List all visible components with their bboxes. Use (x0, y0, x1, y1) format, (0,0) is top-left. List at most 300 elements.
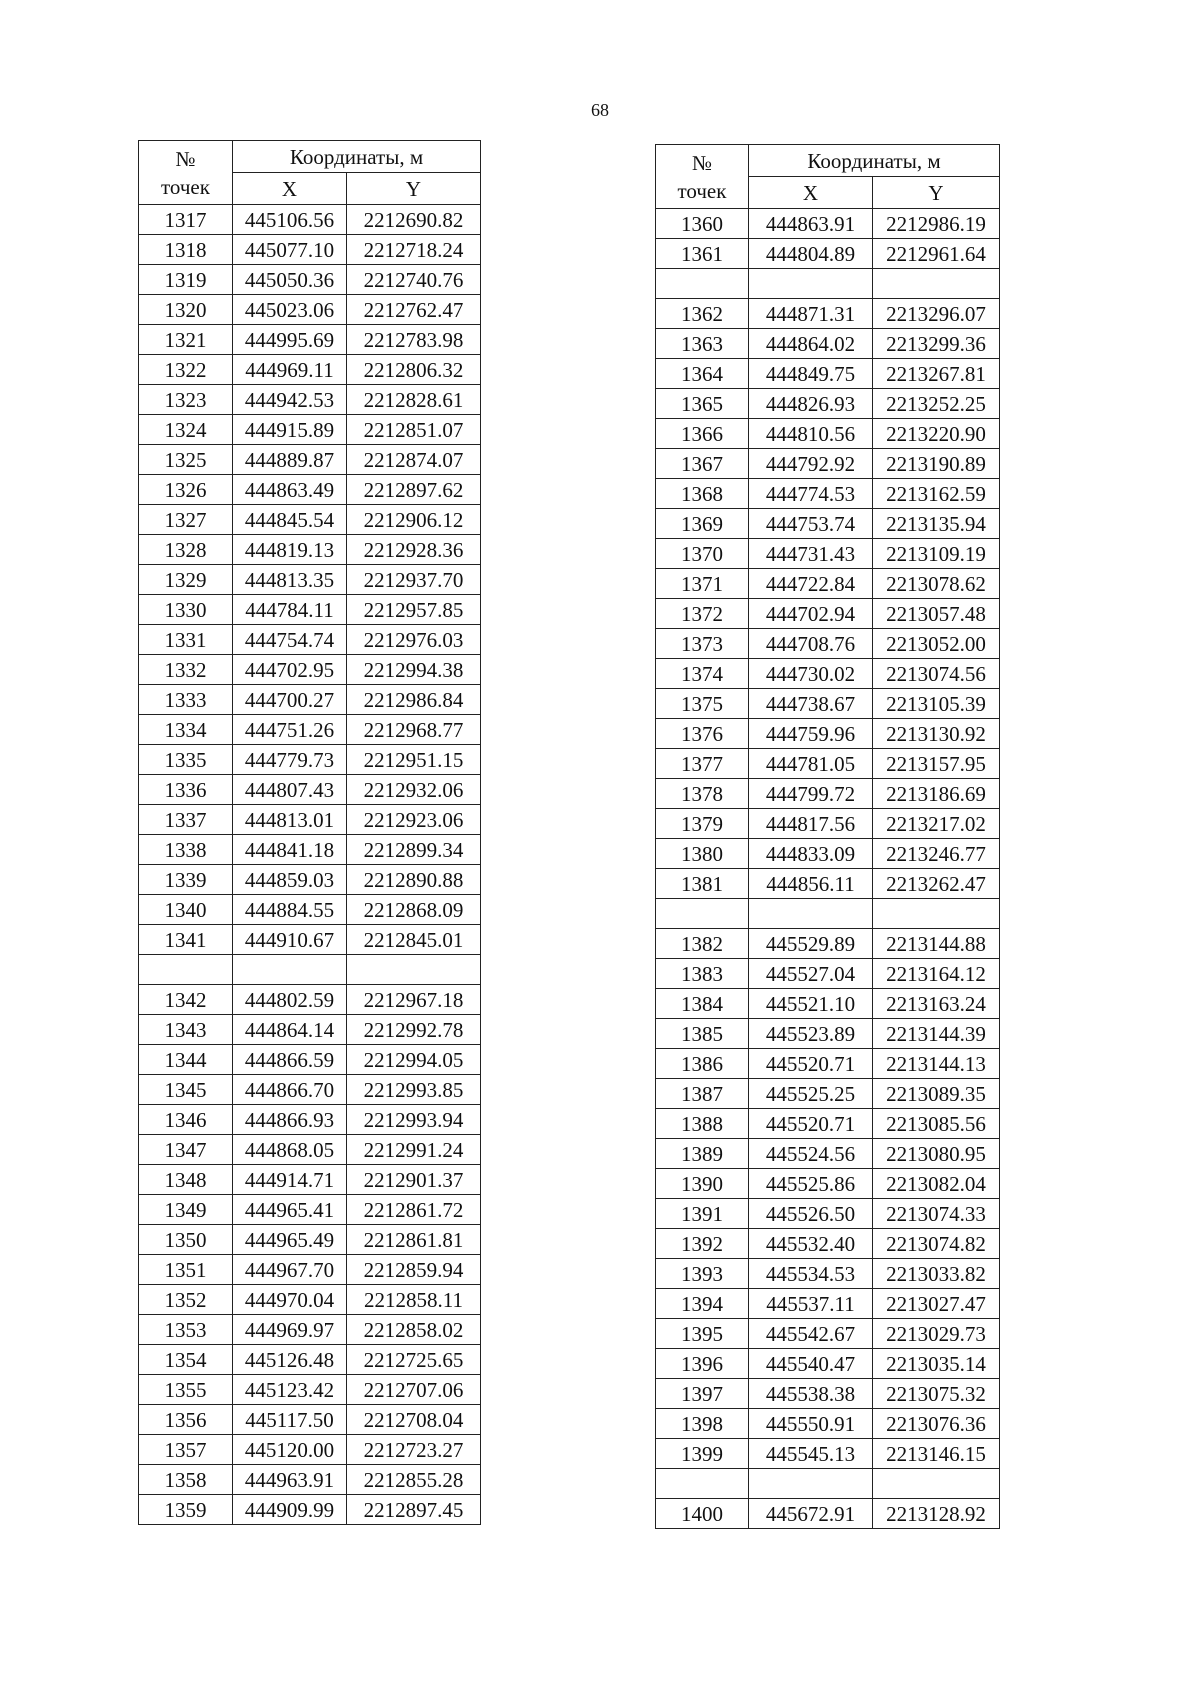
table-row (656, 1229, 1000, 1259)
y-coordinate-cell (873, 899, 1000, 929)
x-coordinate-cell: 445117.50 (233, 1405, 347, 1435)
y-coordinate-cell: 2213162.59 (873, 479, 1000, 509)
x-coordinate-cell: 444863.49 (233, 475, 347, 505)
table-row (139, 955, 481, 985)
x-coordinate-cell: 444730.02 (749, 659, 873, 689)
x-coordinate-cell: 444708.76 (749, 629, 873, 659)
point-number-cell: 1342 (139, 985, 233, 1015)
point-number-cell: 1346 (139, 1105, 233, 1135)
point-number-cell: 1317 (139, 205, 233, 235)
point-number-cell: 1322 (139, 355, 233, 385)
point-number-header-line1: № (175, 146, 196, 171)
y-coordinate-cell: 2212992.78 (347, 1015, 481, 1045)
x-coordinate-cell: 445524.56 (749, 1139, 873, 1169)
x-coordinate-cell: 444702.95 (233, 655, 347, 685)
point-number-cell: 1329 (139, 565, 233, 595)
x-header: X (233, 173, 347, 205)
y-coordinate-cell: 2213128.92 (873, 1499, 1000, 1529)
x-coordinate-cell: 444792.92 (749, 449, 873, 479)
table-row (139, 1375, 481, 1405)
table-row (139, 1165, 481, 1195)
table-row (139, 205, 481, 235)
y-coordinate-cell: 2212906.12 (347, 505, 481, 535)
point-number-cell: 1351 (139, 1255, 233, 1285)
y-coordinate-cell: 2212861.81 (347, 1225, 481, 1255)
y-coordinate-cell: 2213262.47 (873, 869, 1000, 899)
table-row (656, 1319, 1000, 1349)
point-number-cell: 1368 (656, 479, 749, 509)
y-coordinate-cell: 2213144.88 (873, 929, 1000, 959)
y-coordinate-cell: 2212740.76 (347, 265, 481, 295)
x-coordinate-cell: 445527.04 (749, 959, 873, 989)
x-coordinate-cell: 444841.18 (233, 835, 347, 865)
table-row (656, 959, 1000, 989)
table-row (139, 1135, 481, 1165)
y-coordinate-cell: 2212991.24 (347, 1135, 481, 1165)
y-coordinate-cell: 2213057.48 (873, 599, 1000, 629)
table-row (139, 355, 481, 385)
x-coordinate-cell: 444751.26 (233, 715, 347, 745)
x-coordinate-cell: 444781.05 (749, 749, 873, 779)
point-number-cell: 1355 (139, 1375, 233, 1405)
x-coordinate-cell: 445106.56 (233, 205, 347, 235)
x-coordinate-cell: 445529.89 (749, 929, 873, 959)
x-coordinate-cell: 445537.11 (749, 1289, 873, 1319)
y-coordinate-cell: 2212994.38 (347, 655, 481, 685)
table-row (656, 419, 1000, 449)
y-coordinate-cell: 2212723.27 (347, 1435, 481, 1465)
table-row (139, 415, 481, 445)
x-coordinate-cell: 444807.43 (233, 775, 347, 805)
x-coordinate-cell: 444845.54 (233, 505, 347, 535)
x-coordinate-cell: 445525.25 (749, 1079, 873, 1109)
table-row (656, 1079, 1000, 1109)
y-header: Y (347, 173, 481, 205)
y-coordinate-cell: 2212993.94 (347, 1105, 481, 1135)
point-number-cell: 1361 (656, 239, 749, 269)
x-coordinate-cell: 445525.86 (749, 1169, 873, 1199)
y-coordinate-cell: 2212993.85 (347, 1075, 481, 1105)
table-row (656, 899, 1000, 929)
table-row (656, 509, 1000, 539)
table-row (656, 299, 1000, 329)
page-number: 68 (591, 100, 609, 120)
table-row (139, 1315, 481, 1345)
point-number-cell: 1393 (656, 1259, 749, 1289)
x-coordinate-cell: 444702.94 (749, 599, 873, 629)
x-coordinate-cell: 444969.11 (233, 355, 347, 385)
x-coordinate-cell: 444722.84 (749, 569, 873, 599)
point-number-cell: 1350 (139, 1225, 233, 1255)
point-number-cell: 1352 (139, 1285, 233, 1315)
x-coordinate-cell: 445077.10 (233, 235, 347, 265)
point-number-header (656, 145, 749, 209)
x-coordinate-cell: 444866.70 (233, 1075, 347, 1105)
y-header: Y (873, 177, 1000, 209)
x-coordinate-cell: 444909.99 (233, 1495, 347, 1525)
x-coordinate-cell: 444774.53 (749, 479, 873, 509)
table-row (656, 389, 1000, 419)
x-coordinate-cell: 445526.50 (749, 1199, 873, 1229)
x-coordinate-cell: 445545.13 (749, 1439, 873, 1469)
y-coordinate-cell: 2212858.02 (347, 1315, 481, 1345)
table-row (139, 385, 481, 415)
point-number-cell: 1324 (139, 415, 233, 445)
table-row (656, 869, 1000, 899)
y-coordinate-cell: 2213146.15 (873, 1439, 1000, 1469)
point-number-cell: 1365 (656, 389, 749, 419)
x-coordinate-cell: 444833.09 (749, 839, 873, 869)
point-number-cell: 1371 (656, 569, 749, 599)
x-coordinate-cell: 444856.11 (749, 869, 873, 899)
x-coordinate-cell: 444700.27 (233, 685, 347, 715)
table-row (139, 1495, 481, 1525)
y-coordinate-cell: 2213296.07 (873, 299, 1000, 329)
point-number-cell: 1339 (139, 865, 233, 895)
point-number-cell: 1331 (139, 625, 233, 655)
y-coordinate-cell (873, 1469, 1000, 1499)
point-number-header-line2: точек (677, 178, 727, 203)
table-row (656, 1049, 1000, 1079)
x-coordinate-cell (749, 899, 873, 929)
y-coordinate-cell: 2212937.70 (347, 565, 481, 595)
point-number-cell: 1327 (139, 505, 233, 535)
y-coordinate-cell: 2212690.82 (347, 205, 481, 235)
point-number-cell: 1347 (139, 1135, 233, 1165)
x-coordinate-cell: 445520.71 (749, 1049, 873, 1079)
x-coordinate-cell: 444969.97 (233, 1315, 347, 1345)
x-coordinate-cell: 445542.67 (749, 1319, 873, 1349)
table-row (656, 1499, 1000, 1529)
table-row (139, 715, 481, 745)
x-coordinate-cell: 444784.11 (233, 595, 347, 625)
x-coordinate-cell: 444754.74 (233, 625, 347, 655)
x-coordinate-cell: 445023.06 (233, 295, 347, 325)
point-number-cell: 1345 (139, 1075, 233, 1105)
point-number-cell: 1356 (139, 1405, 233, 1435)
table-row (139, 895, 481, 925)
point-number-cell: 1349 (139, 1195, 233, 1225)
table-row (656, 269, 1000, 299)
table-row (656, 989, 1000, 1019)
table-row (139, 475, 481, 505)
x-coordinate-cell: 445123.42 (233, 1375, 347, 1405)
table-row (656, 1469, 1000, 1499)
point-number-cell: 1328 (139, 535, 233, 565)
table-row (139, 805, 481, 835)
table-row (139, 505, 481, 535)
y-coordinate-cell: 2213105.39 (873, 689, 1000, 719)
y-coordinate-cell: 2212986.84 (347, 685, 481, 715)
y-coordinate-cell: 2212901.37 (347, 1165, 481, 1195)
y-coordinate-cell: 2213164.12 (873, 959, 1000, 989)
table-row (139, 265, 481, 295)
y-coordinate-cell: 2213052.00 (873, 629, 1000, 659)
point-number-cell: 1360 (656, 209, 749, 239)
y-coordinate-cell (873, 269, 1000, 299)
table-row (139, 235, 481, 265)
table-row (139, 1105, 481, 1135)
x-coordinate-cell: 444731.43 (749, 539, 873, 569)
table-row (656, 1379, 1000, 1409)
x-coordinate-cell (749, 269, 873, 299)
table-row (656, 659, 1000, 689)
x-coordinate-cell: 444753.74 (749, 509, 873, 539)
x-coordinate-cell: 444871.31 (749, 299, 873, 329)
point-number-cell: 1376 (656, 719, 749, 749)
x-coordinate-cell: 444915.89 (233, 415, 347, 445)
y-coordinate-cell: 2213074.56 (873, 659, 1000, 689)
table-row (139, 1195, 481, 1225)
point-number-cell: 1374 (656, 659, 749, 689)
table-row (139, 655, 481, 685)
x-coordinate-cell: 444965.41 (233, 1195, 347, 1225)
x-coordinate-cell: 444866.59 (233, 1045, 347, 1075)
y-coordinate-cell: 2212718.24 (347, 235, 481, 265)
y-coordinate-cell: 2212855.28 (347, 1465, 481, 1495)
y-coordinate-cell: 2212868.09 (347, 895, 481, 925)
table-row (139, 1345, 481, 1375)
y-coordinate-cell: 2212725.65 (347, 1345, 481, 1375)
table-header (656, 145, 1000, 209)
point-number-cell (139, 955, 233, 985)
table-row (139, 835, 481, 865)
x-coordinate-cell: 444910.67 (233, 925, 347, 955)
x-coordinate-cell: 444863.91 (749, 209, 873, 239)
table-row (139, 1255, 481, 1285)
table-row (656, 779, 1000, 809)
table-row (656, 1349, 1000, 1379)
x-coordinate-cell: 444810.56 (749, 419, 873, 449)
x-coordinate-cell: 444802.59 (233, 985, 347, 1015)
y-coordinate-cell: 2213080.95 (873, 1139, 1000, 1169)
y-coordinate-cell: 2213144.39 (873, 1019, 1000, 1049)
y-coordinate-cell: 2213033.82 (873, 1259, 1000, 1289)
y-coordinate-cell: 2213220.90 (873, 419, 1000, 449)
x-coordinate-cell: 444970.04 (233, 1285, 347, 1315)
table-row (139, 745, 481, 775)
x-coordinate-cell: 445050.36 (233, 265, 347, 295)
table-row (656, 1019, 1000, 1049)
point-number-cell: 1375 (656, 689, 749, 719)
table-body (139, 205, 481, 1525)
y-coordinate-cell: 2213027.47 (873, 1289, 1000, 1319)
x-coordinate-cell: 444779.73 (233, 745, 347, 775)
point-number-cell: 1389 (656, 1139, 749, 1169)
coordinates-header: Координаты, м (749, 145, 1000, 177)
x-coordinate-cell: 444813.01 (233, 805, 347, 835)
table-row (656, 239, 1000, 269)
y-coordinate-cell: 2212874.07 (347, 445, 481, 475)
table-row (656, 1169, 1000, 1199)
x-coordinate-cell: 444817.56 (749, 809, 873, 839)
point-number-cell: 1334 (139, 715, 233, 745)
y-coordinate-cell: 2213074.82 (873, 1229, 1000, 1259)
y-coordinate-cell: 2212762.47 (347, 295, 481, 325)
table-row (139, 535, 481, 565)
point-number-cell: 1325 (139, 445, 233, 475)
point-number-cell: 1318 (139, 235, 233, 265)
point-number-cell: 1363 (656, 329, 749, 359)
x-coordinate-cell: 444864.14 (233, 1015, 347, 1045)
x-coordinate-cell: 445538.38 (749, 1379, 873, 1409)
y-coordinate-cell: 2212961.64 (873, 239, 1000, 269)
point-number-cell: 1321 (139, 325, 233, 355)
point-number-cell: 1367 (656, 449, 749, 479)
point-number-cell: 1341 (139, 925, 233, 955)
x-coordinate-cell: 444868.05 (233, 1135, 347, 1165)
x-coordinate-cell: 444914.71 (233, 1165, 347, 1195)
table-header (139, 141, 481, 205)
x-coordinate-cell: 445550.91 (749, 1409, 873, 1439)
table-row (139, 1465, 481, 1495)
y-coordinate-cell: 2213186.69 (873, 779, 1000, 809)
table-row (656, 449, 1000, 479)
table-row (656, 629, 1000, 659)
point-number-cell: 1326 (139, 475, 233, 505)
y-coordinate-cell: 2213267.81 (873, 359, 1000, 389)
x-coordinate-cell: 445521.10 (749, 989, 873, 1019)
table-row (656, 1259, 1000, 1289)
point-number-cell: 1386 (656, 1049, 749, 1079)
y-coordinate-cell: 2213089.35 (873, 1079, 1000, 1109)
y-coordinate-cell: 2212828.61 (347, 385, 481, 415)
y-coordinate-cell: 2212923.06 (347, 805, 481, 835)
y-coordinate-cell: 2212994.05 (347, 1045, 481, 1075)
point-number-cell: 1391 (656, 1199, 749, 1229)
point-number-header-line1: № (691, 150, 713, 175)
x-coordinate-cell: 445534.53 (749, 1259, 873, 1289)
y-coordinate-cell: 2212976.03 (347, 625, 481, 655)
y-coordinate-cell: 2212897.45 (347, 1495, 481, 1525)
x-coordinate-cell: 444859.03 (233, 865, 347, 895)
point-number-cell: 1394 (656, 1289, 749, 1319)
point-number-cell: 1320 (139, 295, 233, 325)
point-number-cell: 1395 (656, 1319, 749, 1349)
y-coordinate-cell: 2212845.01 (347, 925, 481, 955)
point-number-cell: 1392 (656, 1229, 749, 1259)
table-row (139, 865, 481, 895)
point-number-cell: 1330 (139, 595, 233, 625)
x-coordinate-cell: 444965.49 (233, 1225, 347, 1255)
table-row (656, 929, 1000, 959)
table-row (656, 1289, 1000, 1319)
point-number-cell: 1359 (139, 1495, 233, 1525)
point-number-cell: 1340 (139, 895, 233, 925)
point-number-cell: 1373 (656, 629, 749, 659)
y-coordinate-cell: 2213299.36 (873, 329, 1000, 359)
table-row (656, 749, 1000, 779)
table-row (139, 1045, 481, 1075)
point-number-cell: 1343 (139, 1015, 233, 1045)
x-coordinate-cell: 445126.48 (233, 1345, 347, 1375)
table-row (656, 809, 1000, 839)
x-coordinate-cell: 444889.87 (233, 445, 347, 475)
table-row (139, 685, 481, 715)
table-row (139, 625, 481, 655)
y-coordinate-cell: 2212890.88 (347, 865, 481, 895)
point-number-cell: 1369 (656, 509, 749, 539)
x-coordinate-cell: 444864.02 (749, 329, 873, 359)
point-number-cell: 1372 (656, 599, 749, 629)
x-coordinate-cell: 444884.55 (233, 895, 347, 925)
table-row (139, 1075, 481, 1105)
x-coordinate-cell: 444942.53 (233, 385, 347, 415)
table-row (656, 479, 1000, 509)
x-coordinate-cell: 444963.91 (233, 1465, 347, 1495)
table-row (656, 209, 1000, 239)
point-number-cell: 1396 (656, 1349, 749, 1379)
point-number-cell: 1336 (139, 775, 233, 805)
y-coordinate-cell: 2213076.36 (873, 1409, 1000, 1439)
point-number-cell: 1385 (656, 1019, 749, 1049)
table-row (656, 599, 1000, 629)
x-coordinate-cell: 444826.93 (749, 389, 873, 419)
point-number-cell: 1380 (656, 839, 749, 869)
table-row (139, 1405, 481, 1435)
table-row (656, 1139, 1000, 1169)
point-number-cell (656, 269, 749, 299)
y-coordinate-cell: 2213130.92 (873, 719, 1000, 749)
coordinates-table-left (138, 140, 481, 1525)
point-number-header (139, 141, 233, 205)
table-row (656, 569, 1000, 599)
y-coordinate-cell: 2213157.95 (873, 749, 1000, 779)
point-number-cell: 1370 (656, 539, 749, 569)
y-coordinate-cell: 2213190.89 (873, 449, 1000, 479)
y-coordinate-cell: 2213144.13 (873, 1049, 1000, 1079)
table-row (656, 359, 1000, 389)
point-number-cell: 1357 (139, 1435, 233, 1465)
y-coordinate-cell: 2212957.85 (347, 595, 481, 625)
table-row (139, 1015, 481, 1045)
y-coordinate-cell: 2213074.33 (873, 1199, 1000, 1229)
x-coordinate-cell: 445120.00 (233, 1435, 347, 1465)
table-row (656, 839, 1000, 869)
y-coordinate-cell: 2213082.04 (873, 1169, 1000, 1199)
y-coordinate-cell: 2212986.19 (873, 209, 1000, 239)
y-coordinate-cell: 2212861.72 (347, 1195, 481, 1225)
x-coordinate-cell: 445672.91 (749, 1499, 873, 1529)
table-row (139, 565, 481, 595)
point-number-cell: 1344 (139, 1045, 233, 1075)
table-row (139, 1225, 481, 1255)
point-number-cell: 1358 (139, 1465, 233, 1495)
point-number-cell (656, 1469, 749, 1499)
point-number-cell: 1384 (656, 989, 749, 1019)
y-coordinate-cell: 2212928.36 (347, 535, 481, 565)
table-row (656, 1409, 1000, 1439)
point-number-cell: 1379 (656, 809, 749, 839)
coordinates-table-right (655, 144, 1000, 1529)
y-coordinate-cell: 2213085.56 (873, 1109, 1000, 1139)
table-row (656, 689, 1000, 719)
table-row (139, 295, 481, 325)
table-row (656, 719, 1000, 749)
x-coordinate-cell: 444866.93 (233, 1105, 347, 1135)
point-number-cell: 1337 (139, 805, 233, 835)
x-coordinate-cell (233, 955, 347, 985)
point-number-cell: 1354 (139, 1345, 233, 1375)
point-number-cell: 1362 (656, 299, 749, 329)
point-number-cell: 1338 (139, 835, 233, 865)
table-row (139, 595, 481, 625)
x-coordinate-cell (749, 1469, 873, 1499)
y-coordinate-cell: 2213246.77 (873, 839, 1000, 869)
y-coordinate-cell: 2212858.11 (347, 1285, 481, 1315)
y-coordinate-cell: 2212806.32 (347, 355, 481, 385)
point-number-cell: 1332 (139, 655, 233, 685)
